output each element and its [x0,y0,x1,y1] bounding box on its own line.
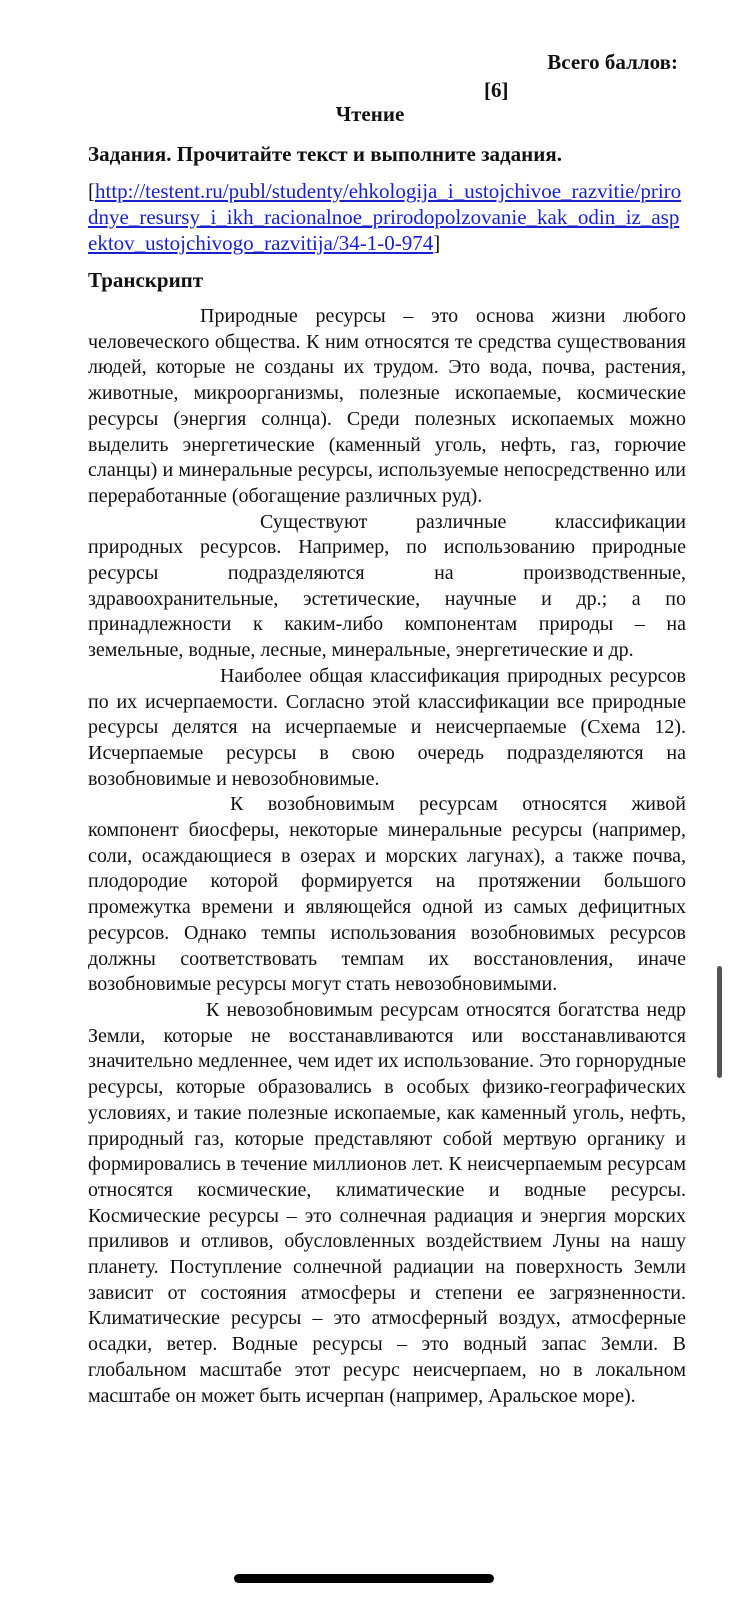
transcript-paragraph: К возобновимым ресурсам относятся живой компонент биосферы, некоторые минеральные ресурсы (например, соли, осаждающиеся в озерах и морских лагунах), а также почва, плодородие которой формируется на протяжении большого промежутка времени и являющейся одной из самых дефицитных ресурсов. Однако темпы использования возобновимых ресурсов должны соответствовать темпам их восстановления, иначе возобновимые ресурсы могут стать невозобновимыми. [88,793,686,996]
source-citation [88,178,688,256]
source-open-bracket: [ [88,179,95,203]
transcript-paragraph: Природные ресурсы – это основа жизни любого человеческого общества. К ним относятся те средства существования людей, которые не созданы их трудом. Это вода, почва, растения, животные, микроорганизмы, полезные ископаемые, космические ресурсы (энергия солнца). Среди полезных ископаемых можно выделить энергетические (каменный уголь, нефть, газ, горючие сланцы) и минеральные ресурсы, используемые непосредственно или переработанные (обогащение различных руд). [88,305,686,507]
source-link[interactable]: http://testent.ru/publ/studenty/ehkologija_i_ustojchivoe_razvitie/prirodnye_resursy_i_ikh_racionalnoe_prirodopolzovanie_kak_odin_iz_aspektov_ustojchivogo_razvitija/34-1-0-974 [88,179,682,255]
transcript-paragraph: Наиболее общая классификация природных ресурсов по их исчерпаемости. Согласно этой классификации все природные ресурсы делятся на исчерпаемые и неисчерпаемые (Схема 12). Исчерпаемые ресурсы в свою очередь подразделяются на возобновимые и невозобновимые. [88,664,686,790]
total-score-label: Всего баллов: [547,50,678,74]
section-heading: Чтение [335,102,405,126]
transcript-heading: Транскрипт [88,268,204,292]
transcript-paragraph: Существуют различные классификации природных ресурсов. Например, по использованию природные ресурсы подразделяются на производственные, здравоохранительные, эстетические, научные и др.; а по принадлежности к каким-либо компонентам природы – на земельные, водные, лесные, минеральные, энергетические и др. [88,510,686,662]
home-indicator[interactable] [234,1574,494,1583]
transcript-body [88,304,686,1409]
vertical-scrollbar[interactable] [717,966,722,1078]
task-instructions: Задания. Прочитайте текст и выполните задания. [88,142,562,166]
transcript-paragraph: К невозобновимым ресурсам относятся богатства недр Земли, которые не восстанавливаются или восстанавливаются значительно медленнее, чем идет их использование. Это горнорудные ресурсы, которые образовались в особых физико-географических условиях, и такие полезные ископаемые, как каменный уголь, нефть, природный газ, которые представляют собой мертвую органику и формировались в течение миллионов лет. К неисчерпаемым ресурсам относятся космические, климатические и водные ресурсы. Космические ресурсы – это солнечная радиация и энергия морских приливов и отливов, обусловленных воздействием Луны на нашу планету. Поступление солнечной радиации на поверхность Земли зависит от состояния атмосферы и степени ее загрязненности. Климатические ресурсы – это атмосферный воздух, атмосферные осадки, ветер. Водные ресурсы – это водный запас Земли. В глобальном масштабе этот ресурс неисчерпаем, но в локальном масштабе он может быть исчерпан (например, Аральское море). [88,998,686,1407]
total-score-value: [6] [484,78,509,102]
source-close-bracket: ] [433,231,441,255]
